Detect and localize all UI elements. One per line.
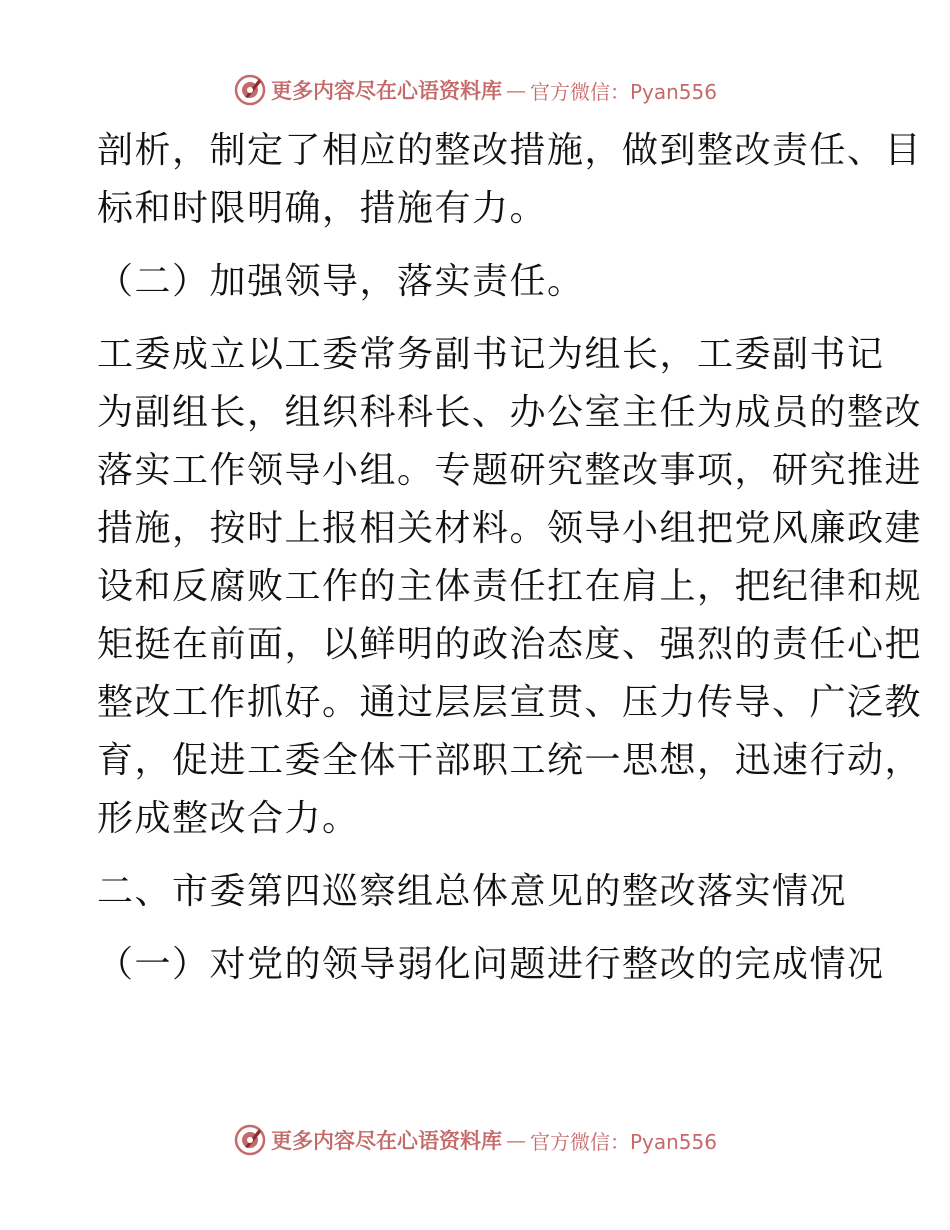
section-heading — [97, 936, 885, 994]
header-watermark — [0, 70, 950, 110]
section-heading — [97, 253, 857, 311]
text-line: 工委成立以工委常务副书记为组长，工委副书记 — [97, 334, 885, 375]
watermark-text: 更多内容尽在心语资料库 — [270, 78, 502, 103]
quill-logo-icon — [233, 1123, 267, 1157]
text-line: 剖析，制定了相应的整改措施，做到整改责任、目 — [97, 130, 923, 171]
watermark-wechat: 官方微信：Pyan556 — [529, 79, 717, 104]
text-line: 标和时限明确，措施有力。 — [97, 188, 548, 229]
text-line: 二、市委第四巡察组总体意见的整改落实情况 — [97, 871, 848, 912]
footer-watermark — [0, 1120, 950, 1160]
document-body — [97, 122, 923, 994]
paragraph — [97, 326, 923, 848]
quill-logo-icon — [233, 73, 267, 107]
paragraph — [97, 122, 923, 238]
section-heading — [97, 863, 857, 921]
text-line: 措施，按时上报相关材料。领导小组把党风廉政建 — [97, 508, 923, 549]
text-line: 形成整改合力。 — [97, 798, 360, 839]
text-line: 整改工作抓好。通过层层宣贯、压力传导、广泛教 — [97, 682, 923, 723]
text-line: 设和反腐败工作的主体责任扛在肩上，把纪律和规 — [97, 566, 923, 607]
text-line: 为副组长，组织科科长、办公室主任为成员的整改 — [97, 392, 923, 433]
text-line: （二）加强领导，落实责任。 — [97, 261, 585, 302]
watermark-text: 更多内容尽在心语资料库 — [270, 1128, 502, 1153]
watermark-wechat: 官方微信：Pyan556 — [529, 1129, 717, 1154]
text-line: 落实工作领导小组。专题研究整改事项，研究推进 — [97, 450, 923, 491]
watermark-dash: — — [505, 78, 526, 102]
text-line: 矩挺在前面，以鲜明的政治态度、强烈的责任心把 — [97, 624, 923, 665]
watermark-dash: — — [505, 1128, 526, 1152]
text-line: 育，促进工委全体干部职工统一思想，迅速行动， — [97, 740, 923, 781]
text-line: （一）对党的领导弱化问题进行整改的完成情况 — [97, 944, 885, 985]
